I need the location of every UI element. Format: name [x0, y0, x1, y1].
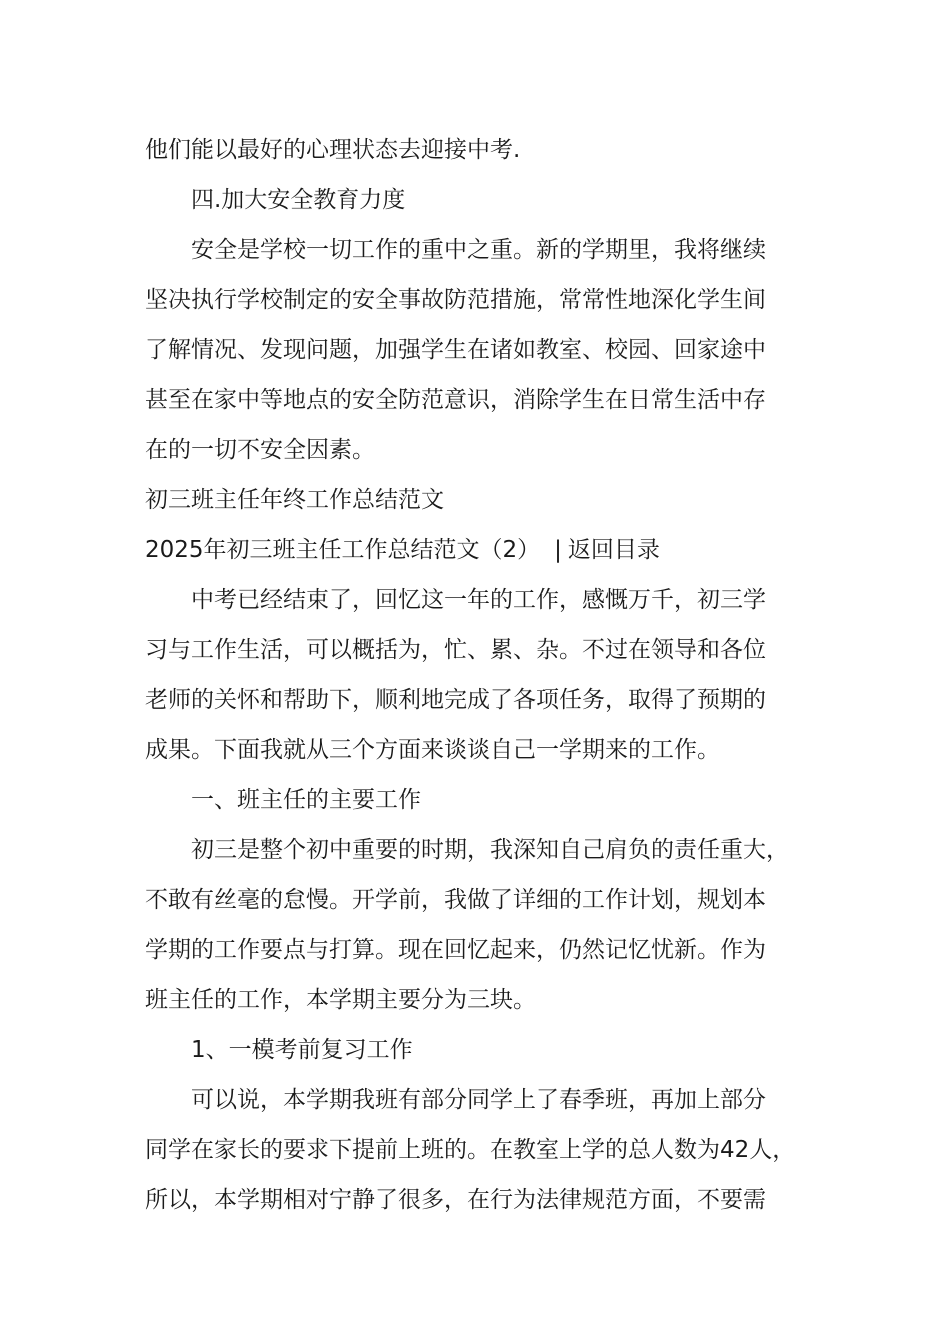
document-body	[145, 125, 815, 1225]
paragraph-line: 可以说，本学期我班有部分同学上了春季班，再加上部分	[191, 1087, 766, 1113]
subsection-heading-review: 1、一模考前复习工作	[191, 1037, 413, 1063]
paragraph-intro	[145, 575, 815, 775]
paragraph-safety	[145, 225, 815, 475]
document-title: 初三班主任年终工作总结范文	[145, 487, 444, 513]
paragraph-line: 安全是学校一切工作的重中之重。新的学期里，我将继续	[191, 237, 766, 263]
section-heading-safety: 四.加大安全教育力度	[191, 187, 406, 213]
paragraph-line: 坚决执行学校制定的安全事故防范措施，常常性地深化学生间	[145, 287, 766, 313]
paragraph-main-work	[145, 825, 815, 1025]
paragraph-line: 学期的工作要点与打算。现在回忆起来，仍然记忆忧新。作为	[145, 937, 766, 963]
paragraph-line: 所以，本学期相对宁静了很多，在行为法律规范方面，不要需	[145, 1187, 766, 1213]
paragraph-line: 甚至在家中等地点的安全防范意识，消除学生在日常生活中存	[145, 387, 766, 413]
paragraph-line: 班主任的工作，本学期主要分为三块。	[145, 987, 536, 1013]
paragraph-line: 了解情况、发现问题，加强学生在诸如教室、校园、回家途中	[145, 337, 766, 363]
paragraph-line: 习与工作生活，可以概括为，忙、累、杂。不过在领导和各位	[145, 637, 766, 663]
back-to-toc-link[interactable]: 返回目录	[567, 537, 660, 563]
article-title-row	[145, 525, 815, 575]
paragraph-line: 不敢有丝毫的怠慢。开学前，我做了详细的工作计划，规划本	[145, 887, 766, 913]
paragraph-line: 同学在家长的要求下提前上班的。在教室上学的总人数为42人，	[145, 1137, 796, 1163]
paragraph-line: 中考已经结束了，回忆这一年的工作，感慨万千，初三学	[191, 587, 766, 613]
title-separator: |	[554, 537, 562, 563]
article-title: 2025年初三班主任工作总结范文（2）	[145, 537, 541, 563]
paragraph-line: 成果。下面我就从三个方面来谈谈自己一学期来的工作。	[145, 737, 720, 763]
paragraph-line: 初三是整个初中重要的时期，我深知自己肩负的责任重大，	[191, 837, 789, 863]
section-heading-main-work: 一、班主任的主要工作	[191, 787, 421, 813]
paragraph-review	[145, 1075, 815, 1225]
paragraph-line: 老师的关怀和帮助下，顺利地完成了各项任务，取得了预期的	[145, 687, 766, 713]
paragraph-line: 在的一切不安全因素。	[145, 437, 375, 463]
paragraph-ending: 他们能以最好的心理状态去迎接中考.	[145, 137, 521, 163]
